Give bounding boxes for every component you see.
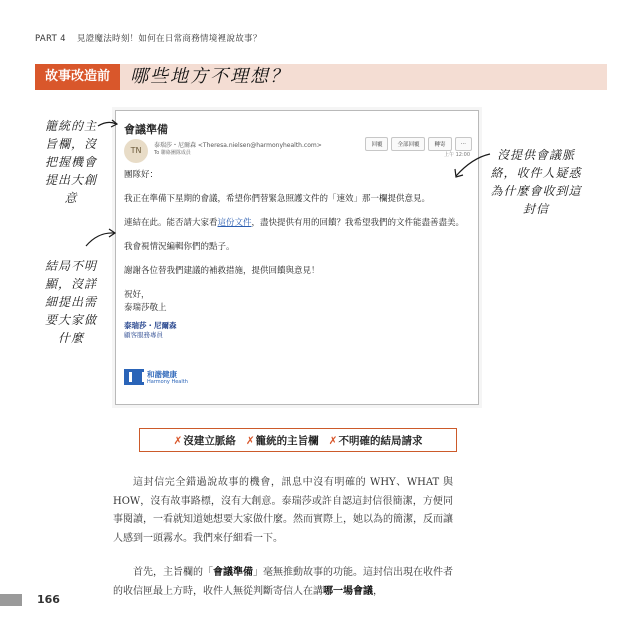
reply-all-button[interactable]: 全部回覆: [391, 137, 425, 151]
cross-icon: ✗: [245, 434, 255, 447]
issue-item: [329, 433, 423, 448]
email-paragraph-2-end: ，盡快提供有用的回饋？我希望我們的文件能盡善盡美。: [251, 218, 465, 228]
email-closing: 祝好，: [124, 290, 150, 300]
annotation-unclear-ending: 結局不明顯，沒詳細提出需要大家做什麼: [44, 259, 97, 345]
chapter-title: 見證魔法時刻！如何在日常商務情境裡說故事？: [76, 34, 262, 44]
email-closing-block: [124, 289, 470, 315]
email-recipient: To 聯絡團隊成員: [154, 150, 191, 156]
more-button[interactable]: …: [455, 137, 473, 151]
signature-name: 泰瑞莎・尼爾森: [124, 321, 177, 330]
issue-item: [174, 433, 236, 448]
logo-subtext: Harmony Health: [147, 378, 188, 385]
part-label: PART 4: [35, 34, 66, 44]
running-header: [35, 32, 262, 44]
signature-title: 顧客服務專員: [124, 331, 163, 339]
issues-summary-box: [139, 428, 457, 452]
email-toolbar: [365, 137, 472, 151]
logo-text: 和諧健康: [147, 369, 177, 379]
arrow-icon: [84, 228, 118, 248]
emphasis-which-meeting: 哪一場會議: [323, 585, 373, 597]
body-paragraph-2-end: ，: [373, 585, 383, 597]
email-subject: 會議準備: [124, 123, 168, 136]
emphasis-subject: 會議準備: [213, 567, 253, 578]
email-signoff: 泰瑞莎敬上: [124, 303, 167, 313]
issue-label: 不明確的結局請求: [338, 434, 423, 447]
annotation-subject-line: 籠統的主旨欄，沒把握機會提出大創意: [44, 119, 97, 205]
email-time: 上午 12:00: [444, 152, 470, 158]
body-paragraph-2-start: 首先，主旨欄的「: [133, 567, 213, 578]
email-screenshot: [115, 110, 479, 405]
email-paragraph-3: 我會視情況編輯你們的點子。: [124, 242, 235, 252]
issue-item: [246, 433, 319, 448]
cross-icon: ✗: [328, 434, 338, 447]
body-paragraph-2: [113, 564, 453, 601]
email-paragraph-4: 謝謝各位替我們建議的補救措施，提供回饋與意見！: [124, 266, 320, 276]
email-paragraph-2-start: 連結在此。能否請大家看: [124, 218, 218, 228]
email-sender: 泰瑞莎・尼爾森 <Theresa.nielsen@harmonyhealth.com>: [154, 142, 322, 149]
issue-label: 籠統的主旨欄: [255, 434, 319, 447]
section-tag: 故事改造前: [35, 64, 120, 90]
reply-button[interactable]: 回覆: [365, 137, 388, 151]
section-handwritten-question: 哪些地方不理想？: [130, 66, 290, 87]
logo-mark-icon: [124, 369, 144, 385]
section-heading: [35, 64, 607, 90]
arrow-icon: [452, 150, 492, 180]
email-paragraph-2: [124, 217, 470, 230]
annotation-no-context: 沒提供會議脈絡，收件人疑惑為什麼會收到這封信: [490, 148, 582, 216]
arrow-icon: [96, 118, 120, 130]
body-paragraph-1: 這封信完全錯過說故事的機會，訊息中沒有明確的 WHY、WHAT 與 HOW，沒有故事路標，沒有大創意。泰瑞莎或許自認這封信很簡潔，方便同事閱讀，一看就知道她想要大家做什麼。然而實際上，她以為的簡潔，反而讓人感到一頭霧水。我們來仔細看一下。: [113, 477, 453, 544]
body-paragraph-2-middle: 」毫無推動故事的功能。這封信出現在收件者的收信匣最上方時，收件人無從判斷寄信人在講: [113, 567, 453, 597]
page-marker: [0, 594, 22, 606]
forward-button[interactable]: 轉寄: [428, 137, 451, 151]
issue-label: 沒建立脈絡: [183, 434, 236, 447]
avatar: TN: [124, 139, 148, 163]
cross-icon: ✗: [173, 434, 183, 447]
document-link[interactable]: 這份文件: [217, 218, 252, 228]
body-text: [113, 474, 453, 617]
email-paragraph-1: 我正在準備下星期的會議，希望你們替緊急照護文件的「速效」那一欄提供意見。: [124, 194, 431, 204]
email-greeting: 團隊好：: [124, 170, 159, 180]
email-body: [124, 169, 470, 340]
company-logo: [124, 369, 188, 385]
page-number: 166: [37, 593, 60, 606]
